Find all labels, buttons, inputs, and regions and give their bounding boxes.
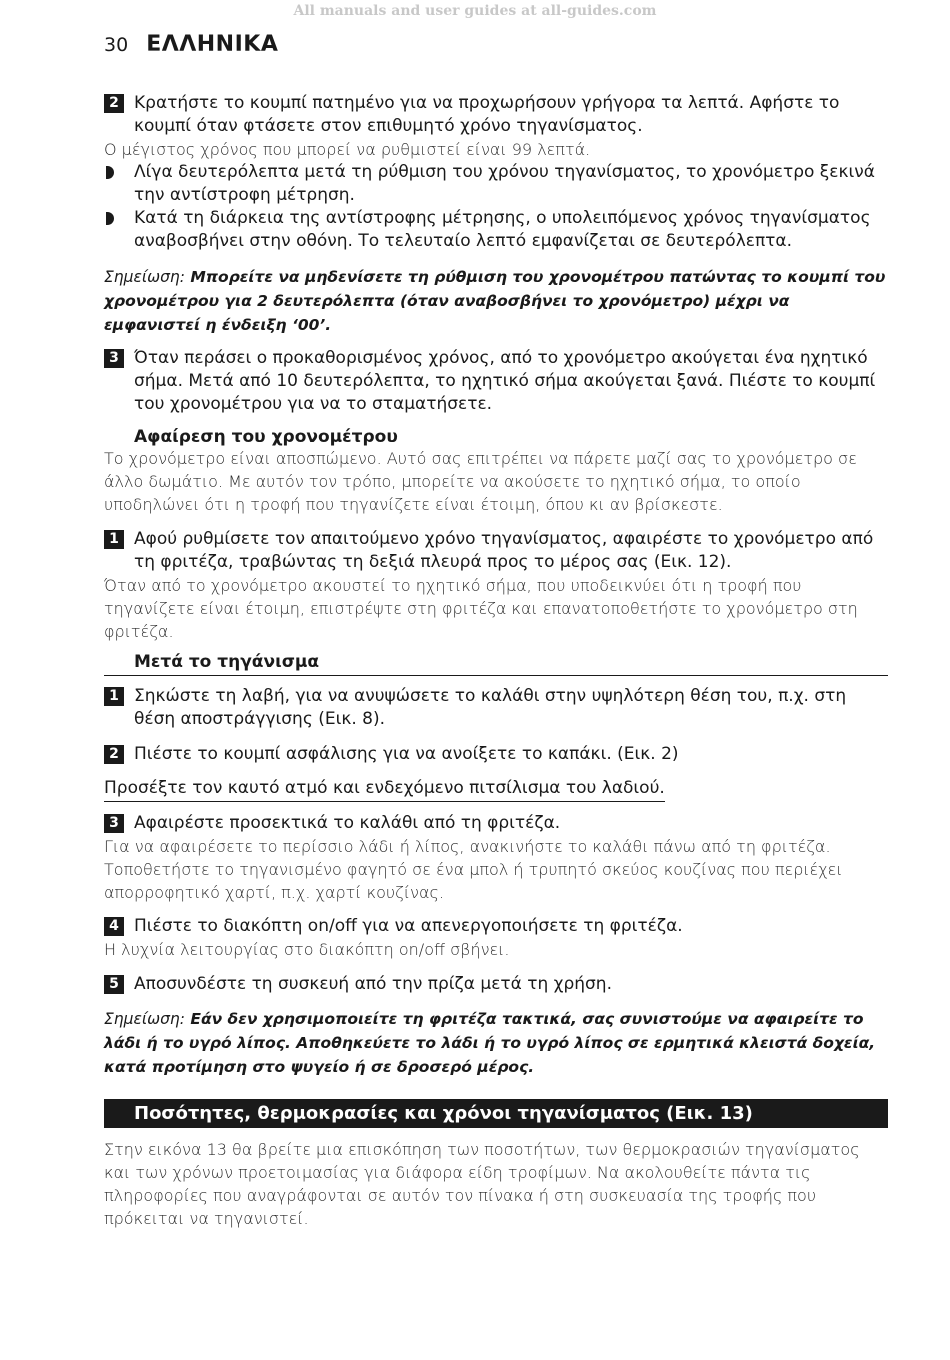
section-heading-after-frying: Μετά το τηγάνισμα: [104, 652, 888, 676]
watermark: All manuals and user guides at all-guides.com: [293, 3, 657, 19]
note-reset-timer: [104, 265, 888, 337]
page-content: [104, 92, 888, 1230]
step-1-raise-basket: [104, 685, 888, 731]
section-banner-quantities: Ποσότητες, θερμοκρασίες και χρόνοι τηγανίσματος (Εικ. 13): [104, 1099, 888, 1128]
step-1-remove-timer: [104, 528, 888, 574]
step-2-open-lid: [104, 743, 888, 766]
step-text: Πιέστε το διακόπτη on/off για να απενεργοποιήσετε τη φριτέζα.: [134, 916, 683, 936]
bullet-arrow-icon: [106, 212, 114, 225]
step-2-hold-button: [104, 92, 888, 138]
warning-hot-steam: Προσέξτε τον καυτό ατμό και ενδεχόμενο πιτσίλισμα του λαδιού.: [104, 777, 665, 802]
page-header: [104, 32, 278, 57]
step-3-remove-basket: [104, 812, 888, 835]
step-3-detail: Για να αφαιρέσετε το περίσσιο λάδι ή λίπος, ανακινήστε το καλάθι πάνω από τη φριτέζα. Τοποθετήστε το τηγανισμένο φαγητό σε ένα μπολ ή τρυπητό σκεύος κουζίνας που περιέχει απορροφητικό χαρτί, π.χ. χαρτί κουζίνας.: [104, 837, 843, 902]
note-label: Σημείωση:: [104, 1010, 185, 1028]
timer-removal-after: Όταν από το χρονόμετρο ακουστεί το ηχητικό σήμα, που υποδεικνύει ότι η τροφή που τηγανίζετε είναι έτοιμη, επιστρέψτε στη φριτέζα και επανατοποθετήστε το χρονόμετρο στη φριτέζα.: [104, 576, 858, 641]
step-number-badge: 4: [104, 917, 124, 936]
bullet-text: Λίγα δευτερόλεπτα μετά τη ρύθμιση του χρόνου τηγανίσματος, το χρονόμετρο ξεκινά την αντίστροφη μέτρηση.: [134, 162, 875, 205]
step-number-badge: 5: [104, 975, 124, 994]
bullet-arrow-icon: [106, 166, 114, 179]
note-text: Μπορείτε να μηδενίσετε τη ρύθμιση του χρονομέτρου πατώντας το κουμπί του χρονομέτρου για 2 δευτερόλεπτα (όταν αναβοσβήνει το χρονόμετρο) μέχρι να εμφανιστεί η ένδειξη ‘00’.: [104, 268, 886, 334]
max-time-text: Ο μέγιστος χρόνος που μπορεί να ρυθμιστεί είναι 99 λεπτά.: [104, 140, 591, 159]
step-5-unplug: [104, 973, 888, 996]
bullet-item: [104, 207, 888, 253]
step-text: Πιέστε το κουμπί ασφάλισης για να ανοίξετε το καπάκι. (Εικ. 2): [134, 744, 679, 764]
quantities-text: Στην εικόνα 13 θα βρείτε μια επισκόπηση των ποσοτήτων, των θερμοκρασιών τηγανίσματος και των χρόνων προετοιμασίας για διάφορα είδη τροφίμων. Να ακολουθείτε πάντα τις πληροφορίες που αναγράφονται σε αυτόν τον πίνακα ή στη συσκευασία της τροφής που πρόκειται να τηγανιστεί.: [104, 1140, 860, 1228]
warning-block: [104, 777, 888, 802]
step-text: Όταν περάσει ο προκαθορισμένος χρόνος, από το χρονόμετρο ακούγεται ένα ηχητικό σήμα. Μετά από 10 δευτερόλεπτα, το ηχητικό σήμα ακούγεται ξανά. Πιέστε το κουμπί του χρονομέτρου για να το σταματήσετε.: [134, 348, 876, 414]
bullet-item: [104, 161, 888, 207]
step-number-badge: 3: [104, 814, 124, 833]
step-text: Κρατήστε το κουμπί πατημένο για να προχωρήσουν γρήγορα τα λεπτά. Αφήστε το κουμπί όταν φτάσετε στον επιθυμητό χρόνο τηγανίσματος.: [134, 93, 840, 136]
step-text: Σηκώστε τη λαβή, για να ανυψώσετε το καλάθι στην υψηλότερη θέση του, π.χ. στη θέση αποστράγγισης (Εικ. 8).: [134, 686, 847, 729]
step-text: Αποσυνδέστε τη συσκευή από την πρίζα μετά τη χρήση.: [134, 974, 612, 994]
step-number-badge: 1: [104, 687, 124, 706]
timer-removal-intro: Το χρονόμετρο είναι αποσπώμενο. Αυτό σας επιτρέπει να πάρετε μαζί σας το χρονόμετρο σε άλλο δωμάτιο. Με αυτόν τον τρόπο, μπορείτε να ακούσετε το ηχητικό σήμα, το οποίο υποδηλώνει ότι η τροφή που τηγανίζετε είναι έτοιμη, όπου κι αν βρίσκεστε.: [104, 449, 857, 514]
page-number: 30: [104, 34, 129, 56]
step-number-badge: 3: [104, 349, 124, 368]
note-text: Εάν δεν χρησιμοποιείτε τη φριτέζα τακτικά, σας συνιστούμε να αφαιρείτε το λάδι ή το υγρό λίπος. Αποθηκεύετε το λάδι ή το υγρό λίπος σε ερμητικά κλειστά δοχεία, κατά προτίμηση στο ψυγείο ή σε δροσερό μέρος.: [104, 1010, 876, 1076]
step-4-detail: Η λυχνία λειτουργίας στο διακόπτη on/off σβήνει.: [104, 940, 510, 959]
step-4-switch-off: [104, 915, 888, 938]
step-number-badge: 2: [104, 94, 124, 113]
step-number-badge: 1: [104, 530, 124, 549]
step-number-badge: 2: [104, 745, 124, 764]
note-oil-storage: [104, 1007, 888, 1079]
section-heading-timer-removal: Αφαίρεση του χρονομέτρου: [134, 427, 398, 447]
language-heading: ΕΛΛΗΝΙΚΑ: [146, 32, 279, 57]
step-3-timer-beep: [104, 347, 888, 416]
note-label: Σημείωση:: [104, 268, 185, 286]
step-text: Αφού ρυθμίσετε τον απαιτούμενο χρόνο τηγανίσματος, αφαιρέστε το χρονόμετρο από τη φριτέζα, τραβώντας τη δεξιά πλευρά προς το μέρος σας (Εικ. 12).: [134, 529, 874, 572]
bullet-text: Κατά τη διάρκεια της αντίστροφης μέτρησης, ο υπολειπόμενος χρόνος τηγανίσματος αναβοσβήνει στην οθόνη. Το τελευταίο λεπτό εμφανίζεται σε δευτερόλεπτα.: [134, 208, 871, 251]
step-text: Αφαιρέστε προσεκτικά το καλάθι από τη φριτέζα.: [134, 813, 561, 833]
